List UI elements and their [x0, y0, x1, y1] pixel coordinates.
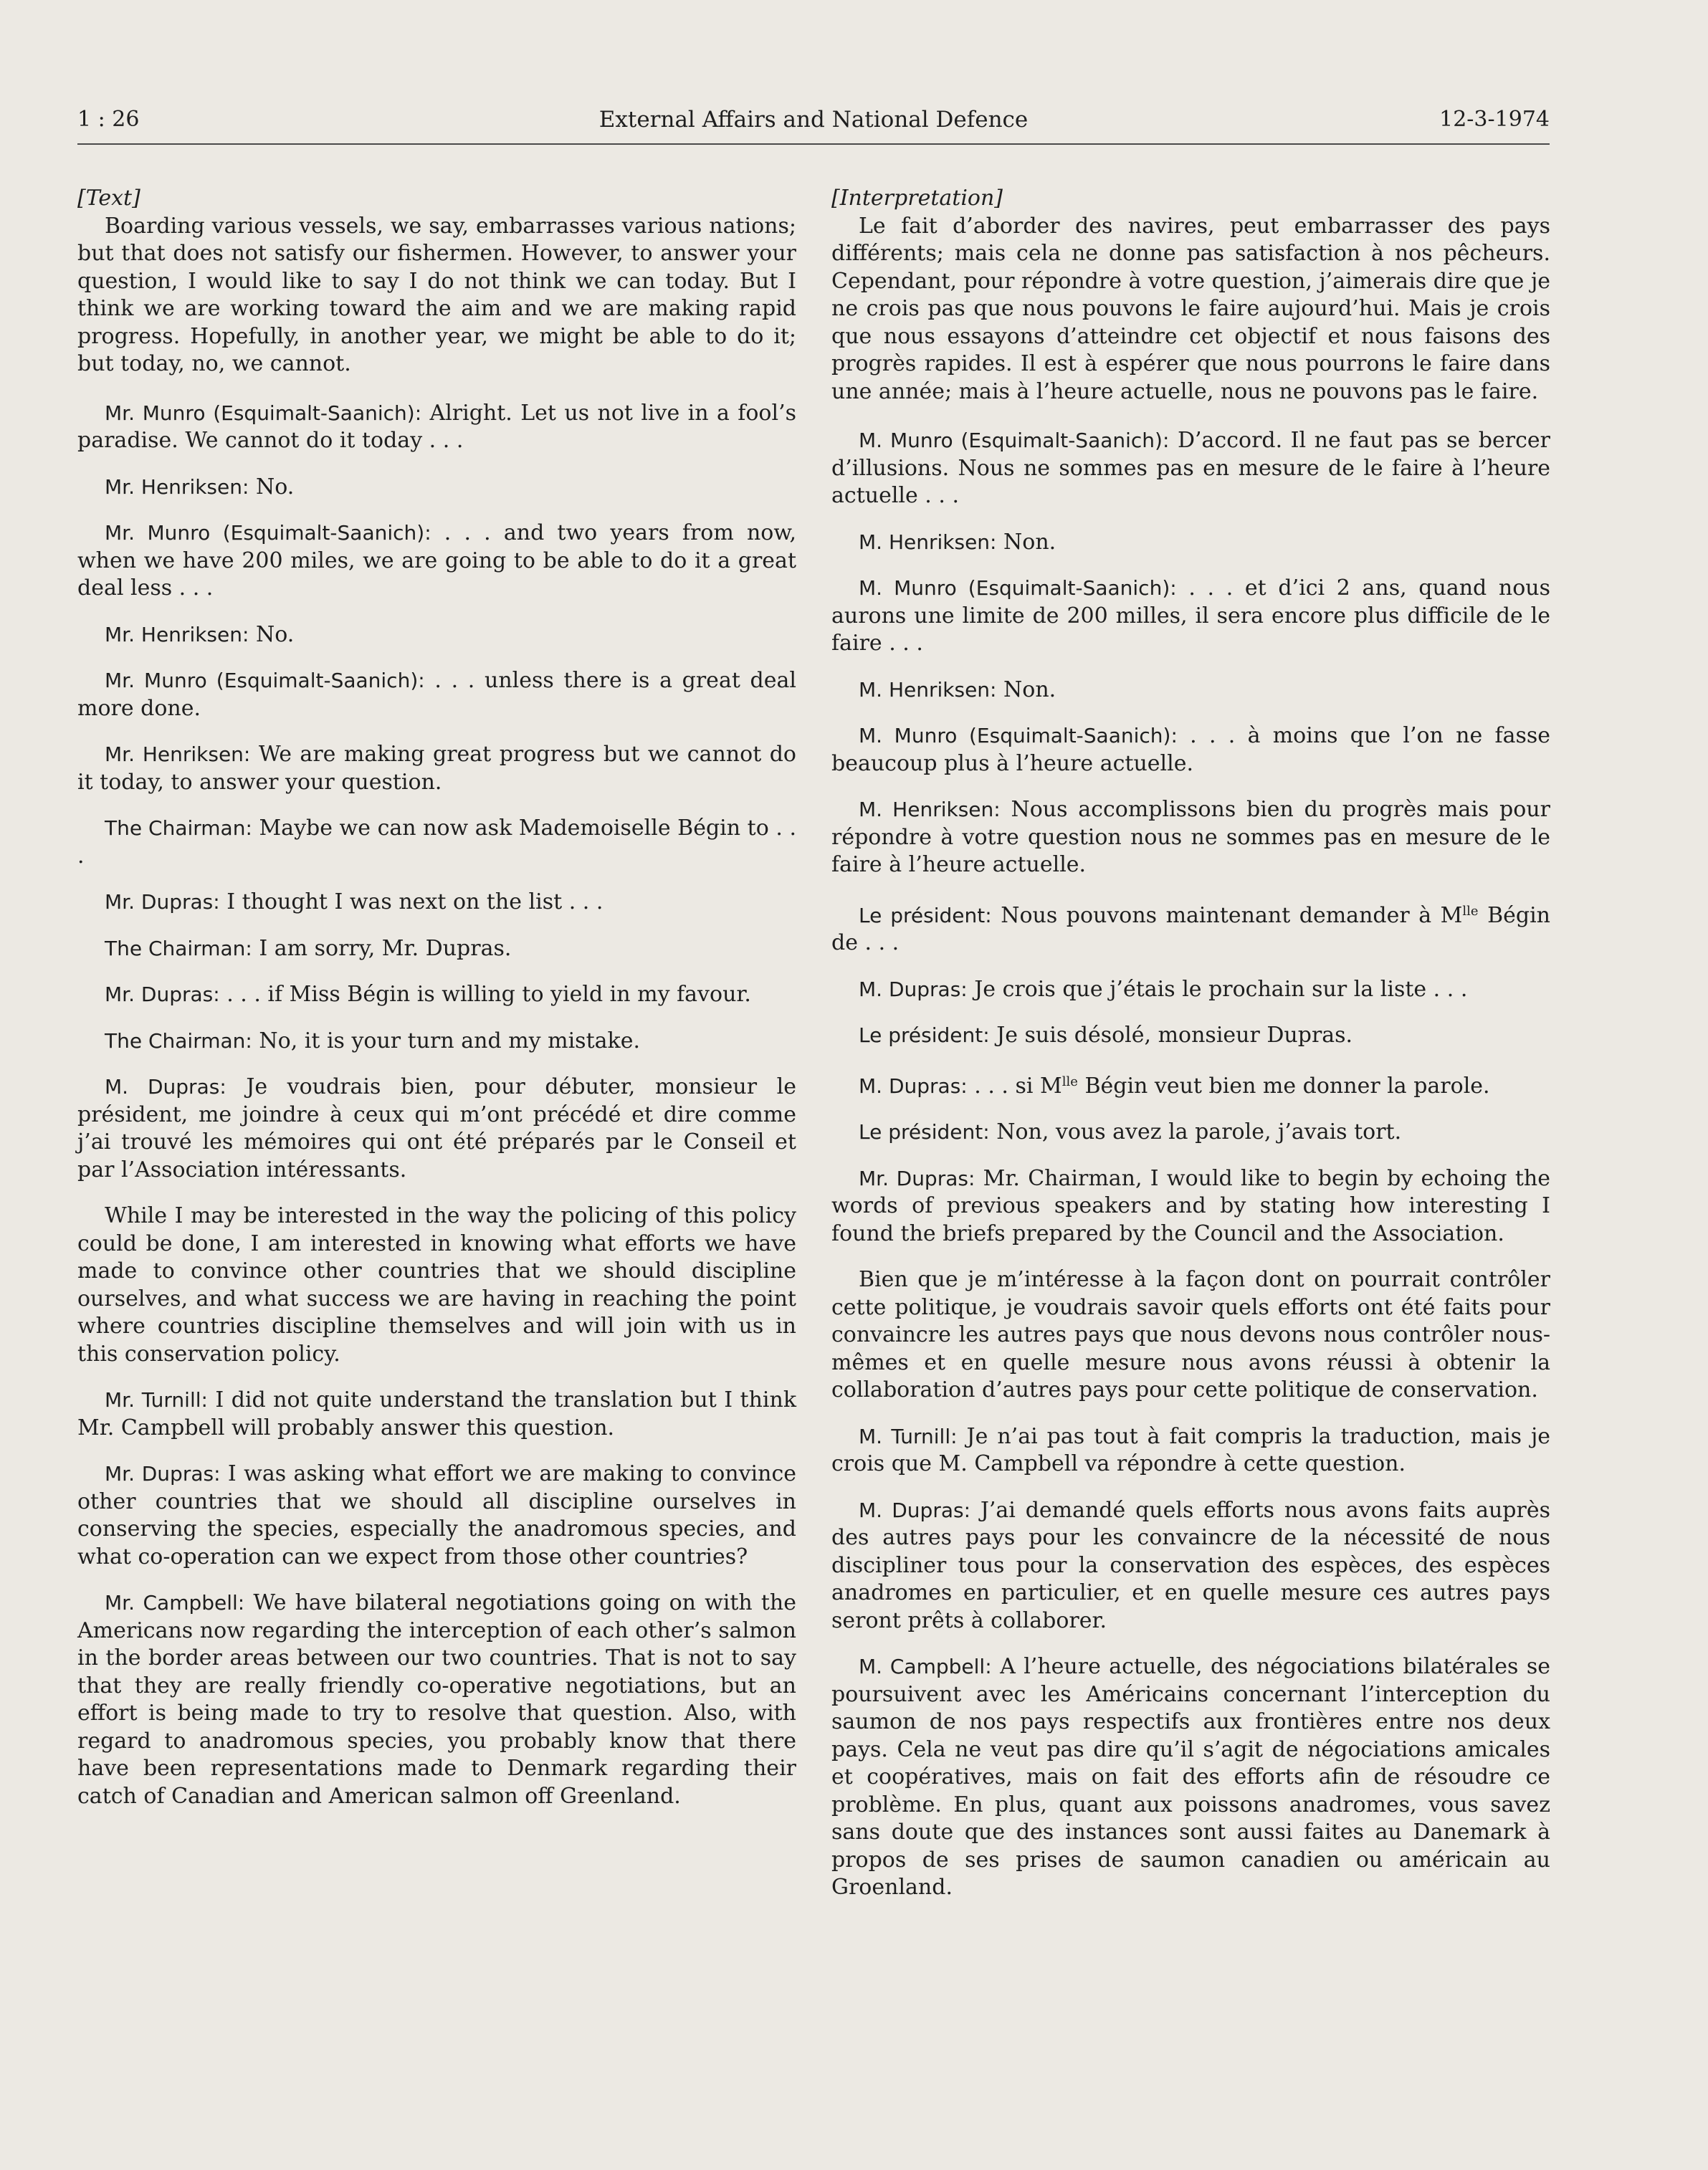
speaker-name: M. Dupras:	[859, 1074, 968, 1098]
paragraph-text: . . . and two years from now, when we have 200 miles, we are going to be able to do it a great deal less . . .	[77, 520, 797, 601]
speaker-name: M. Henriksen:	[859, 677, 997, 702]
transcript-paragraph	[77, 935, 796, 963]
paragraph-text: A l’heure actuelle, des négociations bilatérales se poursuivent avec les Américains concernant l’interception du saumon de nos pays respectifs aux frontières entre nos deux pays. Cela ne veut pas dire qu’il s’agit de négociations amicales et coopératives, mais on fait des efforts afin de résoudre ce problème. En plus, quant aux poissons anadromes, vous savez sans doute que des instances sont aussi faites au Danemark à propos de ses prises de saumon canadien ou américain au Groenland.	[831, 1654, 1550, 1900]
paragraph-text: Je suis désolé, monsieur Dupras.	[989, 1023, 1353, 1048]
speaker-name: M. Munro (Esquimalt-Saanich):	[859, 576, 1177, 600]
speaker-name: Le président:	[859, 1120, 990, 1144]
paragraph-text: Je crois que j’étais le prochain sur la liste . . .	[967, 976, 1468, 1002]
paragraph-text: I was asking what effort we are making to convince other countries that we should all discipline ourselves in conserving the species, especially the anadromous species, and what co-operation can we expect from those other countries?	[77, 1461, 796, 1569]
superscript: lle	[1061, 1074, 1078, 1089]
transcript-paragraph	[831, 1119, 1550, 1147]
transcript-paragraph	[831, 976, 1550, 1004]
paragraph-text: I am sorry, Mr. Dupras.	[252, 935, 512, 961]
speaker-name: The Chairman:	[105, 1028, 252, 1053]
speaker-name: Mr. Henriksen:	[105, 742, 251, 766]
paragraph-text: Maybe we can now ask Mademoiselle Bégin to . . .	[77, 816, 797, 869]
transcript-paragraph	[77, 520, 796, 603]
transcript-paragraph	[77, 474, 796, 502]
transcript-paragraph	[77, 741, 796, 796]
paragraph-text: . . . et d’ici 2 ans, quand nous aurons une limite de 200 milles, il sera encore plus difficile de le faire . . .	[831, 575, 1550, 656]
transcript-paragraph	[77, 1387, 796, 1442]
speaker-name: Mr. Henriksen:	[105, 474, 249, 499]
speaker-name: Mr. Dupras:	[105, 890, 220, 914]
speaker-name: M. Henriksen:	[859, 530, 997, 554]
speaker-name: M. Henriksen:	[859, 798, 1001, 821]
transcript-paragraph	[77, 621, 796, 649]
paragraph-text: J’ai demandé quels efforts nous avons faits auprès des autres pays pour les convaincre de la nécessité de nous discipliner tous pour la conservation des espèces, des espèces anadromes en particulier, et en quelle mesure ces autres pays seront prêts à collaborer.	[831, 1497, 1550, 1633]
speaker-name: Mr. Henriksen:	[105, 622, 249, 646]
paragraph-text-tail: Bégin veut bien me donner la parole.	[1077, 1073, 1490, 1099]
paragraph-text: I thought I was next on the list . . .	[219, 889, 603, 914]
transcript-paragraph	[831, 1266, 1550, 1405]
transcript-paragraph	[831, 1069, 1550, 1101]
transcript-paragraph	[77, 400, 796, 455]
transcript-paragraph	[831, 796, 1550, 879]
transcript-paragraph	[77, 815, 796, 870]
paragraph-text: . . . unless there is a great deal more done.	[77, 668, 797, 721]
transcript-paragraph	[831, 1497, 1550, 1635]
transcript-paragraph	[77, 1028, 796, 1056]
paragraph-text: . . . à moins que l’on ne fasse beaucoup plus à l’heure actuelle.	[831, 723, 1550, 776]
paragraph-text: Boarding various vessels, we say, embarrasses various nations; but that does not satisfy our fishermen. However, to answer your question, I would like to say I do not think we can today. But I think we are working toward the aim and we are making rapid progress. Hopefully, in another year, we might be able to do it; but today, no, we cannot.	[77, 213, 796, 376]
transcript-paragraph	[77, 889, 796, 917]
paragraph-text: No.	[249, 621, 295, 647]
transcript-paragraph	[77, 1074, 796, 1184]
paragraph-text: I did not quite understand the translation but I think Mr. Campbell will probably answer this question.	[77, 1387, 796, 1440]
speaker-name: Mr. Munro (Esquimalt-Saanich):	[105, 401, 422, 425]
paragraph-text: Bien que je m’intéresse à la façon dont on pourrait contrôler cette politique, je voudrais savoir quels efforts ont été faits pour convaincre les autres pays que nous devons nous contrôler nous-mêmes et en quelle mesure nous avons réussi à obtenir la collaboration d’autres pays pour cette politique de conservation.	[831, 1267, 1550, 1402]
transcript-paragraph	[77, 213, 796, 378]
paragraph-text: Alright. Let us not live in a fool’s paradise. We cannot do it today . . .	[77, 400, 796, 453]
paragraph-text: Non.	[996, 677, 1056, 702]
transcript-paragraph	[831, 1423, 1550, 1478]
paragraph-text-tail: Bégin de . . .	[831, 902, 1551, 955]
transcript-paragraph	[831, 1653, 1550, 1902]
paragraph-text: We are making great progress but we cannot do it today, to answer your question.	[77, 742, 796, 795]
paragraph-text: D’accord. Il ne faut pas se bercer d’illusions. Nous ne sommes pas en mesure de le faire à l’heure actuelle . . .	[831, 428, 1550, 508]
speaker-name: Le président:	[859, 903, 992, 927]
transcript-paragraph	[77, 1203, 796, 1368]
paragraph-text: No.	[249, 474, 295, 500]
paragraph-text: . . . si M	[967, 1073, 1062, 1099]
transcript-paragraph	[831, 1022, 1550, 1050]
paragraph-text: Nous pouvons maintenant demander à M	[991, 902, 1463, 928]
speaker-name: M. Munro (Esquimalt-Saanich):	[859, 429, 1170, 452]
speaker-name: Mr. Munro (Esquimalt-Saanich):	[105, 669, 425, 692]
speaker-name: Mr. Munro (Esquimalt-Saanich):	[105, 521, 431, 545]
superscript: lle	[1462, 903, 1479, 919]
transcript-paragraph	[77, 1590, 796, 1810]
paragraph-text: . . . if Miss Bégin is willing to yield in my favour.	[219, 982, 751, 1007]
speaker-name: M. Campbell:	[859, 1655, 992, 1678]
speaker-name: Mr. Turnill:	[105, 1388, 208, 1412]
page-header	[77, 103, 1550, 136]
speaker-name: Mr. Campbell:	[105, 1591, 245, 1615]
transcript-paragraph	[831, 427, 1550, 510]
speaker-name: The Chairman:	[105, 816, 252, 840]
paragraph-text: Je n’ai pas tout à fait compris la traduction, mais je crois que M. Campbell va répondre à cette question.	[831, 1423, 1551, 1476]
speaker-name: M. Dupras:	[859, 977, 968, 1001]
section-label: [Text]	[77, 186, 140, 211]
page-number: 1 : 26	[77, 107, 140, 132]
transcript-paragraph	[831, 898, 1550, 957]
section-label: [Interpretation]	[831, 186, 1003, 211]
speaker-name: Mr. Dupras:	[859, 1166, 975, 1190]
speaker-name: M. Munro (Esquimalt-Saanich):	[859, 724, 1178, 747]
transcript-paragraph	[831, 677, 1550, 704]
paragraph-text: Non.	[996, 529, 1056, 555]
speaker-name: Mr. Dupras:	[105, 983, 220, 1006]
paragraph-text: While I may be interested in the way the policing of this policy could be done, I am interested in knowing what efforts we have made to convince other countries that we should discipline ourselves, and what success we are having in reaching the point where countries discipline themselves and will join with us in this conservation policy.	[77, 1203, 796, 1367]
transcript-paragraph	[77, 1461, 796, 1571]
transcript-paragraph	[831, 213, 1550, 406]
french-column	[831, 185, 1550, 1921]
speaker-name: The Chairman:	[105, 936, 252, 960]
page-title: External Affairs and National Defence	[598, 107, 1029, 133]
speaker-name: Mr. Dupras:	[105, 1462, 221, 1486]
transcript-paragraph	[831, 722, 1550, 778]
paragraph-text: Je voudrais bien, pour débuter, monsieur le président, me joindre à ceux qui m’ont précédé et dire comme j’ai trouvé les mémoires qui ont été préparés par le Conseil et par l’Association intéressants.	[77, 1074, 796, 1182]
speaker-name: M. Turnill:	[859, 1424, 958, 1448]
english-column	[77, 185, 796, 1829]
paragraph-text: No, it is your turn and my mistake.	[252, 1028, 640, 1053]
speaker-name: M. Dupras:	[105, 1075, 226, 1099]
paragraph-text: Nous accomplissons bien du progrès mais pour répondre à votre question nous ne sommes pas en mesure de le faire à l’heure actuelle.	[831, 797, 1550, 877]
speaker-name: M. Dupras:	[859, 1498, 971, 1522]
paragraph-text: Non, vous avez la parole, j’avais tort.	[989, 1119, 1402, 1144]
transcript-paragraph	[77, 667, 796, 722]
paragraph-text: Mr. Chairman, I would like to begin by echoing the words of previous speakers and by stating how interesting I found the briefs prepared by the Council and the Association.	[831, 1165, 1550, 1246]
transcript-paragraph	[77, 981, 796, 1009]
header-rule	[77, 143, 1550, 145]
transcript-paragraph	[831, 529, 1550, 557]
page-date: 12-3-1974	[1439, 107, 1550, 132]
speaker-name: Le président:	[859, 1023, 990, 1047]
transcript-paragraph	[831, 575, 1550, 658]
paragraph-text: Le fait d’aborder des navires, peut embarrasser des pays différents; mais cela ne donne pas satisfaction à nos pêcheurs. Cependant, pour répondre à votre question, j’aimerais dire que je ne crois pas que nous pouvons le faire aujourd’hui. Mais je crois que nous essayons d’atteindre cet objectif et nous faisons des progrès rapides. Il est à espérer que nous pourrons le faire dans une année; mais à l’heure actuelle, nous ne pouvons pas le faire.	[831, 213, 1550, 404]
paragraph-text: We have bilateral negotiations going on with the Americans now regarding the interception of each other’s salmon in the border areas between our two countries. That is not to say that they are really friendly co-operative negotiations, but an effort is being made to try to resolve that question. Also, with regard to anadromous species, you probably know that there have been representations made to Denmark regarding their catch of Canadian and American salmon off Greenland.	[77, 1590, 796, 1809]
transcript-paragraph	[831, 1165, 1550, 1248]
